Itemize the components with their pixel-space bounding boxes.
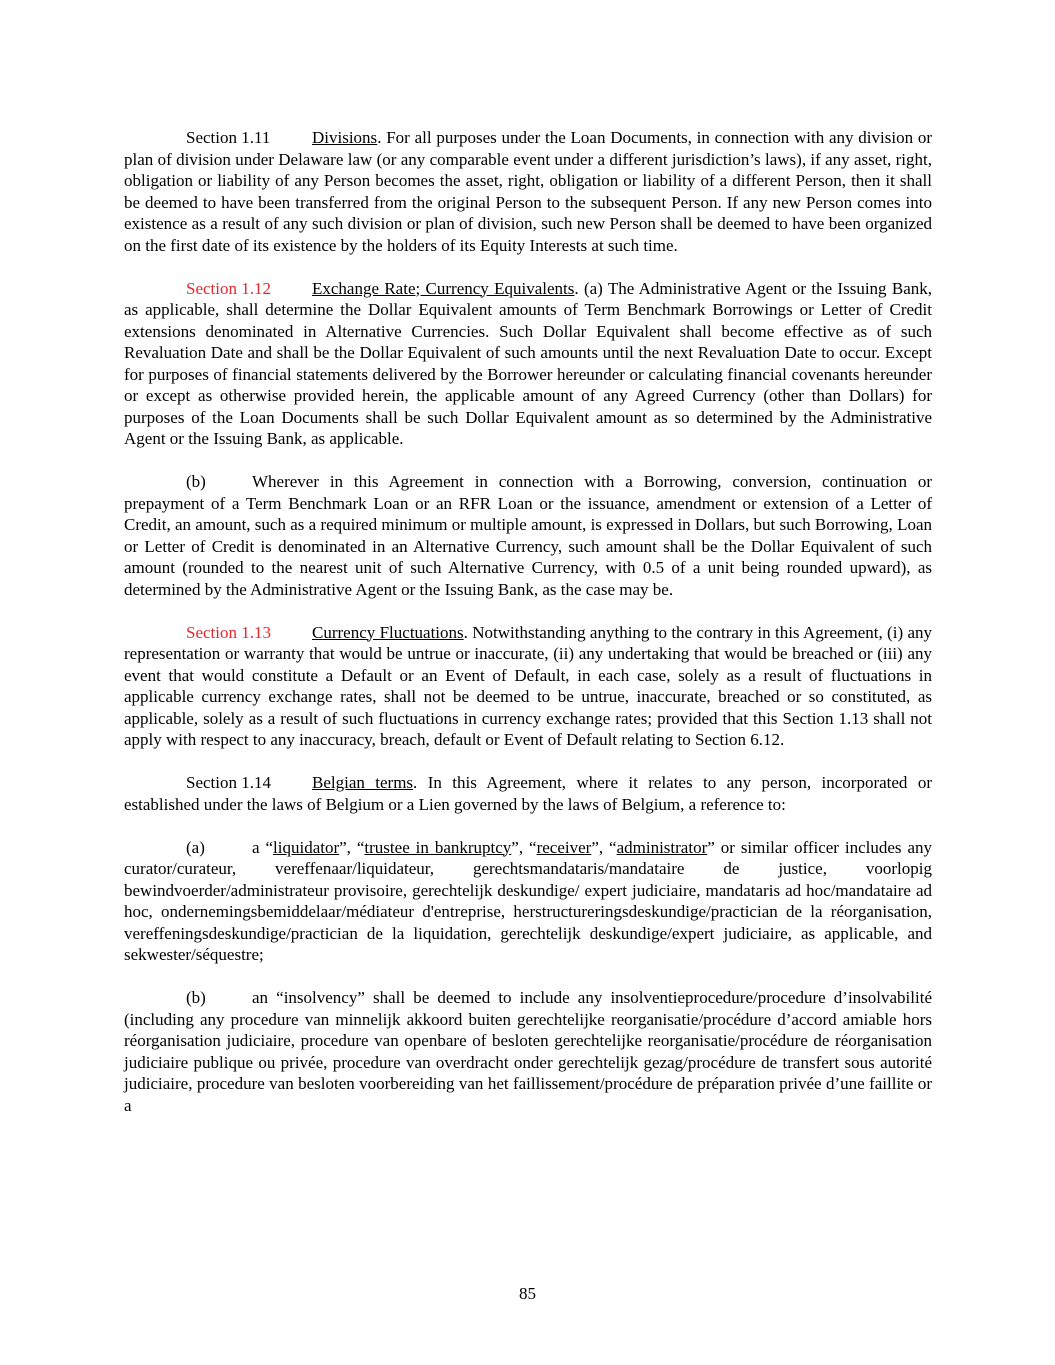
section-1-12-body: (a) The Administrative Agent or the Issuing Bank, as applicable, shall determine the Dollar Equivalent amounts of Term Benchmark Borrowings or Letter of Credit extensions denominated in Alternative Currencies. Such Dollar Equivalent shall become effective as of such Revaluation Date and shall be the Dollar Equivalent of such amounts until the next Revaluation Date to occur. Except for purposes of financial statements delivered by the Borrower hereunder or calculating financial covenants hereunder or except as otherwise provided herein, the applicable amount of any Agreed Currency (other than Dollars) for purposes of the Loan Documents shall be such Dollar Equivalent amount as so determined by the Administrative Agent or the Issuing Bank, as applicable.: [124, 278, 933, 448]
subparagraph-b2-label: (b): [186, 988, 206, 1007]
term-liquidator: liquidator: [273, 837, 340, 857]
term-administrator: administrator: [616, 837, 708, 857]
section-1-11-body: For all purposes under the Loan Documents, in connection with any division or plan of division under Delaware law (or any comparable event under a different jurisdiction’s laws), if any asset, right, obligation or liability of any Person becomes the asset, right, obligation or liability of a different Person, then it shall be deemed to have been transferred from the original Person to the subsequent Person. If any new Person comes into existence as a result of any such division or plan of division, such new Person shall be deemed to have been organized on the first date of its existence by the holders of its Equity Interests at such time.: [124, 128, 932, 255]
section-1-11-paragraph: [124, 127, 932, 256]
section-1-13-paragraph: [124, 622, 932, 751]
section-1-14-subparagraph-b: [124, 987, 932, 1116]
term-separator-3: ”, “: [591, 837, 617, 857]
section-1-11-title: Divisions: [312, 128, 378, 147]
section-1-14-body: In this Agreement, where it relates to any person, incorporated or established under the laws of Belgium or a Lien governed by the laws of Belgium, a reference to:: [124, 773, 932, 814]
section-1-13-title: Currency Fluctuations: [312, 622, 464, 642]
document-body: [124, 127, 932, 1138]
section-1-14-title-separator: .: [413, 773, 428, 792]
subparagraph-a-pre: a “: [252, 837, 274, 857]
section-1-12-label: Section 1.12: [186, 278, 271, 298]
section-1-11-label: Section 1.11: [186, 128, 271, 147]
page-number: 85: [519, 1284, 536, 1303]
subparagraph-b-label: (b): [186, 472, 206, 491]
section-1-12-paragraph: [124, 278, 932, 450]
subparagraph-b2-body: an “insolvency” shall be deemed to include any insolventieprocedure/procedure d’insolvabilité (including any procedure van minnelijk akkoord buiten gerechtelijke reorganisatie/procédure d’accord amiable hors réorganisation judiciaire, procedure van openbare of besloten gerechtelijke reorganisatie/procédure de réorganisation judiciaire publique ou privée, procedure van overdracht onder gerechtelijk gezag/procédure de transfert sous autorité judiciaire, procedure van besloten voorbereiding van het faillissement/procédure de préparation privée d’une faillite or a: [124, 988, 932, 1115]
section-1-14-paragraph: [124, 772, 932, 815]
section-1-12-title-separator: .: [574, 278, 584, 298]
section-1-11-title-separator: .: [377, 128, 387, 147]
section-1-14-title: Belgian terms: [312, 773, 414, 792]
term-separator-2: ”, “: [511, 837, 537, 857]
section-1-14-label: Section 1.14: [186, 773, 271, 792]
term-trustee-in-bankruptcy: trustee in bankruptcy: [364, 837, 512, 857]
section-1-12-subparagraph-b: [124, 471, 932, 600]
section-1-14-subparagraph-a: [124, 837, 932, 966]
term-receiver: receiver: [536, 837, 592, 857]
subparagraph-a-body: ” or similar officer includes any curator/curateur, vereffenaar/liquidateur, gerechtsmandataris/mandataire de justice, voorlopig bewindvoerder/administrateur provisoire, gerechtelijk deskundige/ expert judiciaire, mandataris ad hoc/mandataire ad hoc, ondernemingsbemiddelaar/médiateur d'entreprise, herstructureringsdeskundige/practician de la réorganisation, vereffeningsdeskundige/practician de la liquidation, gerechtelijk deskundige/expert judiciaire, as applicable, and sekwester/séquestre;: [124, 837, 933, 964]
section-1-13-body: Notwithstanding anything to the contrary in this Agreement, (i) any representation or warranty that would be untrue or inaccurate, (ii) any undertaking that would be breached or (iii) any event that would constitute a Default or an Event of Default, in each case, solely as a result of fluctuations in applicable currency exchange rates, shall not be deemed to be untrue, inaccurate, breached or so constituted, as applicable, solely as a result of such fluctuations in currency exchange rates; provided that this Section 1.13 shall not apply with respect to any inaccuracy, breach, default or Event of Default relating to Section 6.12.: [124, 622, 932, 749]
subparagraph-b-body: Wherever in this Agreement in connection with a Borrowing, conversion, continuation or prepayment of a Term Benchmark Loan or an RFR Loan or the issuance, amendment or extension of a Letter of Credit, an amount, such as a required minimum or multiple amount, is expressed in Dollars, but such Borrowing, Loan or Letter of Credit is denominated in an Alternative Currency, such amount shall be the Dollar Equivalent of such amount (rounded to the nearest unit of such Alternative Currency, with 0.5 of a unit being rounded upward), as determined by the Administrative Agent or the Issuing Bank, as the case may be.: [124, 472, 932, 599]
subparagraph-a-label: (a): [186, 837, 205, 857]
term-separator-1: ”, “: [339, 837, 365, 857]
section-1-13-title-separator: .: [463, 622, 473, 642]
section-1-13-label: Section 1.13: [186, 622, 271, 642]
section-1-12-title: Exchange Rate; Currency Equivalents: [312, 278, 575, 298]
